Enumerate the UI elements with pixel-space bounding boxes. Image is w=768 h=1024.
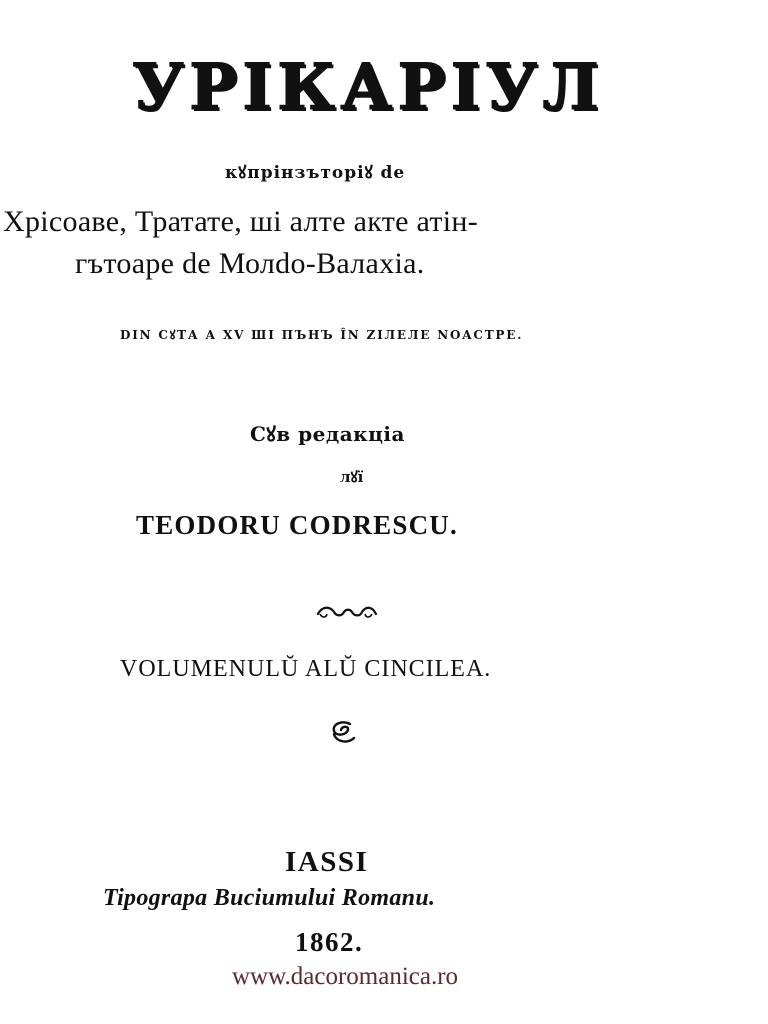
book-title: УРІКАРІУЛ <box>132 50 604 125</box>
printer-label: Tipograpa Buciumului Romanu. <box>103 885 436 911</box>
watermark-url: www.dacoromanica.ro <box>232 963 459 990</box>
of-label: лꙋї <box>340 468 364 486</box>
year-label: 1862. <box>295 927 364 957</box>
description-line-1: Хрісоаве, Тратате, ші алте акте атін- <box>3 205 479 238</box>
description-line-2: гътоаре de Молdo-Валахіа. <box>75 247 425 280</box>
author-name: TEODORU CODRESCU. <box>136 510 458 540</box>
city-label: IASSI <box>285 846 369 878</box>
redaction-label: Сꙋв редакціа <box>250 422 405 446</box>
subtitle: кꙋпрінзътоpiꙋ de <box>225 163 406 183</box>
scroll-ornament-icon <box>328 718 358 746</box>
volume-label: VOLUMENULŬ ALŬ CINCILEA. <box>120 656 492 682</box>
time-range: DIN СꙋТА А XV ШІ ПЪНЪ ÎN ZІЛЕЛЕ NOACTРЕ. <box>120 328 524 342</box>
flourish-ornament-icon <box>314 600 378 624</box>
